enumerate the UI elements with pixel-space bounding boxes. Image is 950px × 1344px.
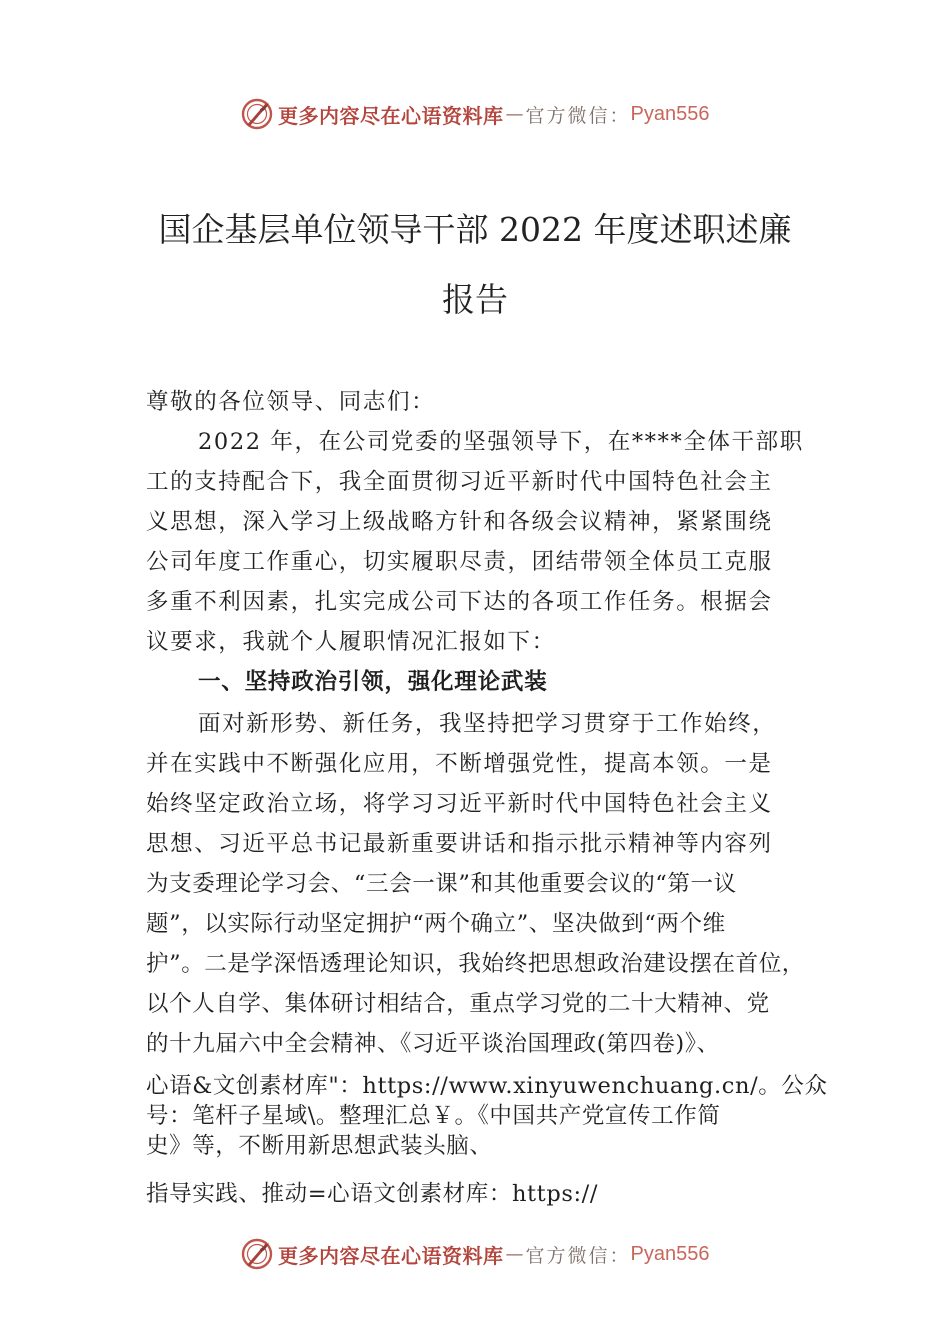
paragraph-line: 并在实践中不断强化应用，不断增强党性，提高本领。一是 [146,751,773,777]
paragraph-line: 多重不利因素，扎实完成公司下达的各项工作任务。根据会 [146,589,773,615]
paragraph-line: 号：笔杆子星域\。整理汇总￥。《中国共产党宣传工作简 [146,1103,721,1129]
paragraph-line: 题”，以实际行动坚定拥护“两个确立”、坚决做到“两个维 [146,911,726,937]
document-title-line-1: 国企基层单位领导干部 2022 年度述职述廉 [158,210,792,249]
watermark-text: 更多内容尽在心语资料库 [278,1243,504,1268]
paragraph-line: 史》等，不断用新思想武装头脑、 [146,1133,493,1159]
watermark-wechat-label: 官方微信： [525,1244,631,1267]
paragraph-line: 公司年度工作重心，切实履职尽责，团结带领全体员工克服 [146,549,773,575]
paragraph-line: 以个人自学、集体研讨相结合，重点学习党的二十大精神、党 [146,991,770,1017]
watermark-wechat-id: Pyan556 [630,1242,710,1265]
section-heading: 一、坚持政治引领，强化理论武装 [198,669,548,695]
watermark-wechat-id: Pyan556 [630,102,710,125]
quill-seal-icon [240,1237,274,1271]
paragraph-line: 义思想，深入学习上级战略方针和各级会议精神，紧紧围绕 [146,509,773,535]
quill-seal-icon [240,97,274,131]
document-title-line-2: 报告 [442,280,508,319]
watermark-dash: — [505,103,524,125]
paragraph-line: 心语&文创素材库"：https://www.xinyuwenchuang.cn/。公众 [146,1073,828,1099]
paragraph-line: 2022 年，在公司党委的坚强领导下，在****全体干部职 [198,429,804,455]
paragraph-line: 的十九届六中全会精神、《习近平谈治国理政(第四卷)》、 [146,1031,720,1057]
paragraph-line: 议要求，我就个人履职情况汇报如下： [146,629,556,655]
watermark-dash: — [505,1243,524,1265]
watermark-header [240,94,709,134]
watermark-text: 更多内容尽在心语资料库 [278,103,504,128]
paragraph-line: 思想、习近平总书记最新重要讲话和指示批示精神等内容列 [146,831,773,857]
paragraph-line: 面对新形势、新任务，我坚持把学习贯穿于工作始终， [198,711,777,737]
paragraph-line: 始终坚定政治立场，将学习习近平新时代中国特色社会主义 [146,791,773,817]
paragraph-line: 护”。二是学深悟透理论知识，我始终把思想政治建设摆在首位， [146,951,805,977]
paragraph-line: 为支委理论学习会、“三会一课”和其他重要会议的“第一议 [146,871,737,897]
watermark-wechat-label: 官方微信： [525,104,631,127]
paragraph-line: 指导实践、推动=心语文创素材库：https:// [146,1181,599,1207]
paragraph-line: 工的支持配合下，我全面贯彻习近平新时代中国特色社会主 [146,469,773,495]
watermark-footer [240,1234,709,1274]
salutation: 尊敬的各位领导、同志们： [146,389,436,415]
